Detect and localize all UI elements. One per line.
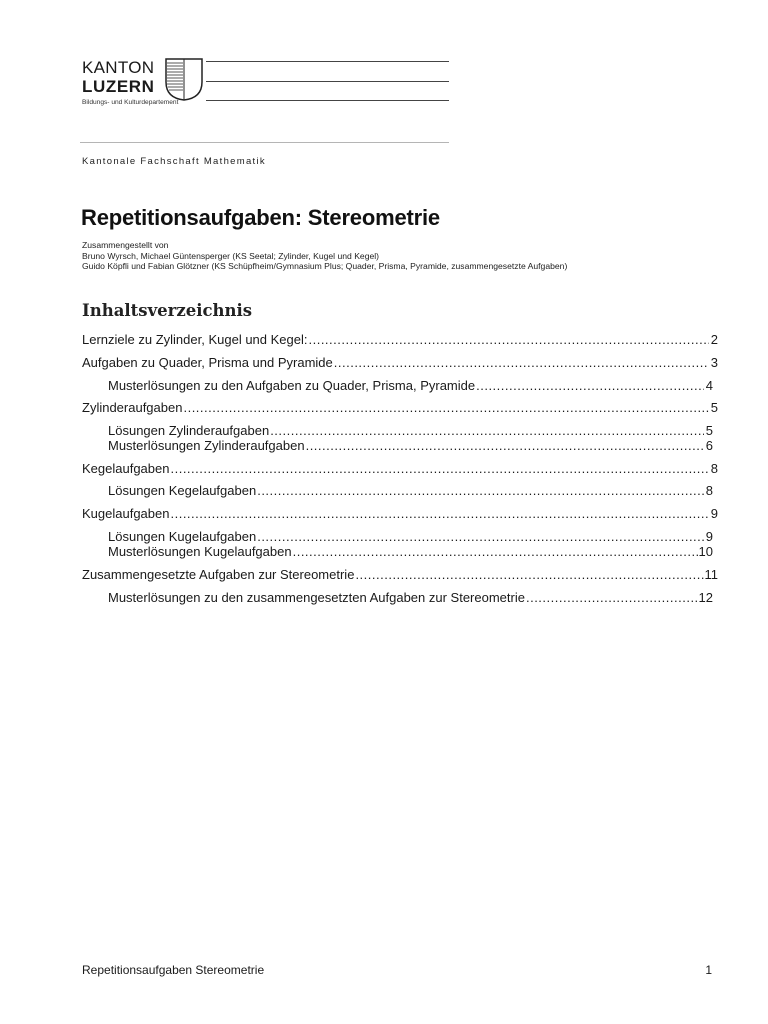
department-subtitle: Kantonale Fachschaft Mathematik (82, 156, 266, 167)
toc-entry[interactable] (82, 567, 718, 583)
toc-entry-title: Kegelaufgaben (82, 461, 170, 476)
coat-of-arms-icon (164, 58, 204, 102)
toc-entry[interactable] (82, 355, 718, 371)
toc-entry-page: 8 (710, 461, 718, 476)
toc-entry-title: Aufgaben zu Quader, Prisma und Pyramide (82, 355, 333, 370)
toc-entry-title: Lösungen Kegelaufgaben (108, 483, 257, 498)
toc-entry[interactable] (82, 400, 718, 416)
header-separator (80, 142, 449, 143)
toc-entry-title: Lösungen Zylinderaufgaben (108, 423, 270, 438)
toc-leader-dots (293, 544, 698, 559)
toc-entry[interactable] (82, 332, 718, 348)
toc-leader-dots (257, 529, 704, 544)
toc-entry-page: 2 (710, 332, 718, 347)
footer-page-number: 1 (705, 963, 712, 977)
toc-entry-title: Musterlösungen zu den zusammengesetzten Aufgaben zur Stereometrie (108, 590, 525, 605)
toc-leader-dots (257, 483, 704, 498)
toc-leader-dots (170, 461, 709, 476)
toc-leader-dots (306, 438, 704, 453)
toc-entry[interactable] (108, 483, 713, 499)
authors-line-1: Bruno Wyrsch, Michael Güntensperger (KS Seetal; Zylinder, Kugel und Kegel) (82, 250, 380, 261)
toc-entry[interactable] (82, 506, 718, 522)
toc-leader-dots (476, 378, 704, 393)
toc-leader-dots (308, 332, 709, 347)
toc-entry-page: 9 (705, 529, 713, 544)
toc-entry-page: 10 (698, 544, 713, 559)
header-rule-middle (206, 81, 449, 82)
toc-entry-page: 5 (705, 423, 713, 438)
toc-entry-page: 9 (710, 506, 718, 521)
authors-line-2: Guido Köpfli und Fabian Glötzner (KS Schüpfheim/Gymnasium Plus; Quader, Prisma, Pyramide, zusammengesetzte Aufgaben) (82, 261, 568, 271)
toc-entry[interactable] (108, 590, 713, 606)
toc-entry[interactable] (108, 423, 713, 439)
toc-entry[interactable] (108, 438, 713, 454)
toc-entry-page: 4 (705, 378, 713, 393)
toc-entry-page: 3 (710, 355, 718, 370)
toc-entry[interactable] (108, 544, 713, 560)
toc-entry-page: 5 (710, 400, 718, 415)
toc-entry-title: Zylinderaufgaben (82, 400, 183, 415)
toc-entry-title: Musterlösungen Zylinderaufgaben (108, 438, 305, 453)
toc-entry-page: 11 (704, 567, 718, 582)
toc-leader-dots (183, 400, 709, 415)
toc-entry-title: Lösungen Kugelaufgaben (108, 529, 257, 544)
toc-heading: Inhaltsverzeichnis (82, 301, 253, 320)
authors-intro: Zusammengestellt von (82, 240, 169, 250)
toc-entry-page: 8 (705, 483, 713, 498)
toc-entry-title: Musterlösungen Kugelaufgaben (108, 544, 292, 559)
header-rule-bottom (206, 100, 449, 101)
toc-leader-dots (170, 506, 709, 521)
toc-entry-title: Kugelaufgaben (82, 506, 170, 521)
logo-line-luzern: LUZERN (82, 77, 155, 96)
logo-department: Bildungs- und Kulturdepartement (82, 99, 179, 106)
document-title: Repetitionsaufgaben: Stereometrie (81, 205, 440, 230)
toc-leader-dots (355, 567, 703, 582)
authors-block (82, 240, 567, 272)
toc-entry-page: 12 (698, 590, 713, 605)
header-rule-top (206, 61, 449, 62)
toc-entry[interactable] (108, 529, 713, 545)
toc-entry-title: Musterlösungen zu den Aufgaben zu Quader, Prisma, Pyramide (108, 378, 476, 393)
toc-entry[interactable] (82, 461, 718, 477)
toc-entry[interactable] (108, 378, 713, 394)
toc-leader-dots (526, 590, 698, 605)
toc-leader-dots (270, 423, 704, 438)
toc-entry-page: 6 (705, 438, 713, 453)
kanton-luzern-logo (80, 59, 210, 117)
logo-line-kanton: KANTON (82, 58, 155, 77)
footer-document-title: Repetitionsaufgaben Stereometrie (82, 963, 265, 977)
toc-entry-title: Lernziele zu Zylinder, Kugel und Kegel: (82, 332, 308, 347)
toc-entry-title: Zusammengesetzte Aufgaben zur Stereometrie (82, 567, 355, 582)
toc-leader-dots (334, 355, 709, 370)
